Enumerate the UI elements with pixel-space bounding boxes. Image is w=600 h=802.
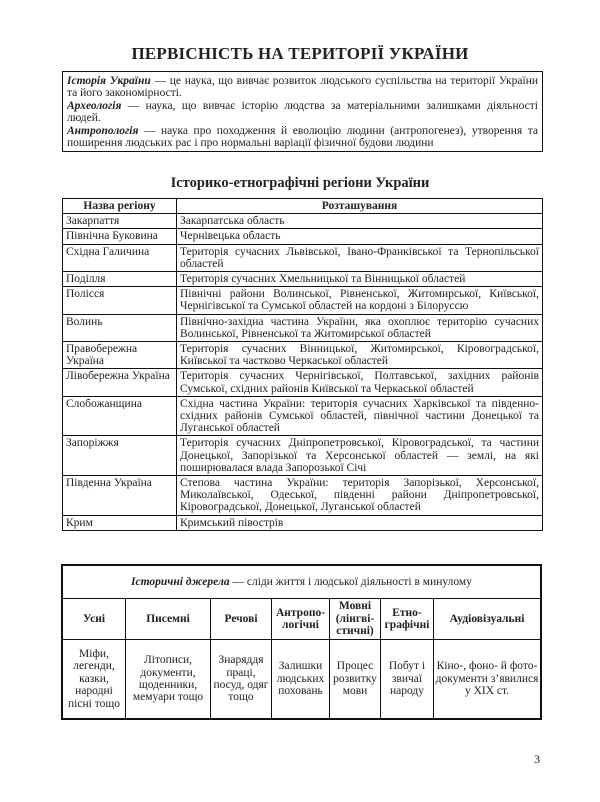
region-location: Закарпатська область — [177, 214, 543, 229]
region-location: Кримський півострів — [177, 515, 543, 530]
sources-term: Історичні джерела — [131, 575, 230, 588]
sources-definition: — сліди життя і людської діяльності в минулому — [229, 575, 472, 588]
region-location: Територія сучасних Дніпропетровської, Кіровоградської, та частини Донецької, Запорізької та Херсонської областей — землі, на які поширювалася влада Запорозької Січі — [177, 436, 543, 476]
definition-history — [67, 75, 538, 100]
source-item-oral: Міфи, легенди, казки, народні пісні тощо — [62, 640, 126, 720]
region-name: Крим — [63, 515, 177, 530]
definitions-box — [62, 71, 543, 152]
column-header-written: Писемні — [126, 599, 211, 640]
table-header-row — [62, 599, 541, 640]
definition-term: Археологія — [67, 99, 122, 112]
region-name: Східна Галичина — [63, 244, 177, 271]
table-header-row — [63, 199, 543, 214]
sources-caption — [62, 565, 541, 599]
region-location: Степова частина України: територія Запорізької, Херсонської, Миколаївської, Одеської, південні райони Дніпропетровської, Кіровоградської, Донецької, Луганської областей — [177, 476, 543, 516]
table-row — [63, 214, 543, 229]
source-item-linguistic: Процес розвитку мови — [330, 640, 381, 720]
region-name: Закарпаття — [63, 214, 177, 229]
definition-text: — наука, що вивчає історію людства за матеріальними залишками діяльності людей. — [67, 99, 538, 125]
region-name: Запоріжжя — [63, 436, 177, 476]
column-header-ethnographic: Етно-графічні — [381, 599, 434, 640]
table-row — [63, 244, 543, 271]
table-row — [63, 515, 543, 530]
column-header-material: Речові — [211, 599, 272, 640]
definition-archaeology — [67, 100, 538, 125]
definition-term: Історія України — [67, 75, 151, 87]
source-item-ethnographic: Побут і звичаї народу — [381, 640, 434, 720]
region-location: Північно-західна частина України, яка охоплює територію сучасних Волинської, Рівненської та Житомирської областей — [177, 314, 543, 341]
table-row — [63, 476, 543, 516]
definition-text: — це наука, що вивчає розвиток людського суспільства на території України та його закономірності. — [67, 75, 538, 100]
table-row — [63, 396, 543, 436]
source-item-written: Літописи, документи, щоденники, мемуари тощо — [126, 640, 211, 720]
sources-table — [61, 564, 542, 720]
table-row — [63, 287, 543, 314]
column-header-location: Розташування — [177, 199, 543, 214]
table-row — [63, 369, 543, 396]
table-row — [63, 436, 543, 476]
definition-anthropology — [67, 125, 538, 150]
regions-table-title: Історико-етнографічні регіони України — [170, 175, 430, 191]
region-name: Лівобережна Україна — [63, 369, 177, 396]
region-location: Територія сучасних Львівської, Івано-Франківської та Тернопільської областей — [177, 244, 543, 271]
region-location: Північні райони Волинської, Рівненської, Житомирської, Київської, Чернігівської та Сумської областей на кордоні з Білоруссю — [177, 287, 543, 314]
source-item-material: Знаряддя праці, посуд, одяг тощо — [211, 640, 272, 720]
definition-term: Антропологія — [67, 124, 139, 137]
region-name: Слобожанщина — [63, 396, 177, 436]
regions-table — [62, 198, 543, 531]
page-number: 3 — [534, 752, 540, 766]
source-item-anthropological: Залишки людських поховань — [272, 640, 330, 720]
region-name: Правобережна Україна — [63, 342, 177, 369]
region-name: Північна Буковина — [63, 229, 177, 244]
table-row — [63, 229, 543, 244]
region-name: Полісся — [63, 287, 177, 314]
page-title: ПЕРВІСНІСТЬ НА ТЕРИТОРІЇ УКРАЇНИ — [131, 44, 469, 63]
column-header-anthropological: Антропо-логічні — [272, 599, 330, 640]
region-name: Волинь — [63, 314, 177, 341]
region-location: Територія сучасних Вінницької, Житомирської, Кіровоградської, Київської та частково Черкаської областей — [177, 342, 543, 369]
column-header-audiovisual: Аудіовізуальні — [434, 599, 542, 640]
region-name: Поділля — [63, 272, 177, 287]
source-item-audiovisual: Кіно-, фоно- й фото-документи з’явилися у XIX ст. — [434, 640, 542, 720]
column-header-region: Назва регіону — [63, 199, 177, 214]
table-row — [63, 314, 543, 341]
region-name: Південна Україна — [63, 476, 177, 516]
column-header-oral: Усні — [62, 599, 126, 640]
region-location: Територія сучасних Хмельницької та Вінницької областей — [177, 272, 543, 287]
definition-text: — наука про походження й еволюцію людини (антропогенез), утворення та поширення людських рас і про нормальні варіації фізичної будови людини — [67, 124, 538, 150]
sources-caption-row — [62, 565, 541, 599]
column-header-linguistic: Мовні (лінгві-стичні) — [330, 599, 381, 640]
table-row — [63, 272, 543, 287]
table-row — [63, 342, 543, 369]
table-row — [62, 640, 541, 720]
region-location: Територія сучасних Чернігівської, Полтавської, західних районів Сумської, східних районів Київської та Черкаської областей — [177, 369, 543, 396]
region-location: Східна частина України: територія сучасних Харківської та південно-східних районів Сумської областей, північної частини Донецької та Луганської областей — [177, 396, 543, 436]
region-location: Чернівецька область — [177, 229, 543, 244]
